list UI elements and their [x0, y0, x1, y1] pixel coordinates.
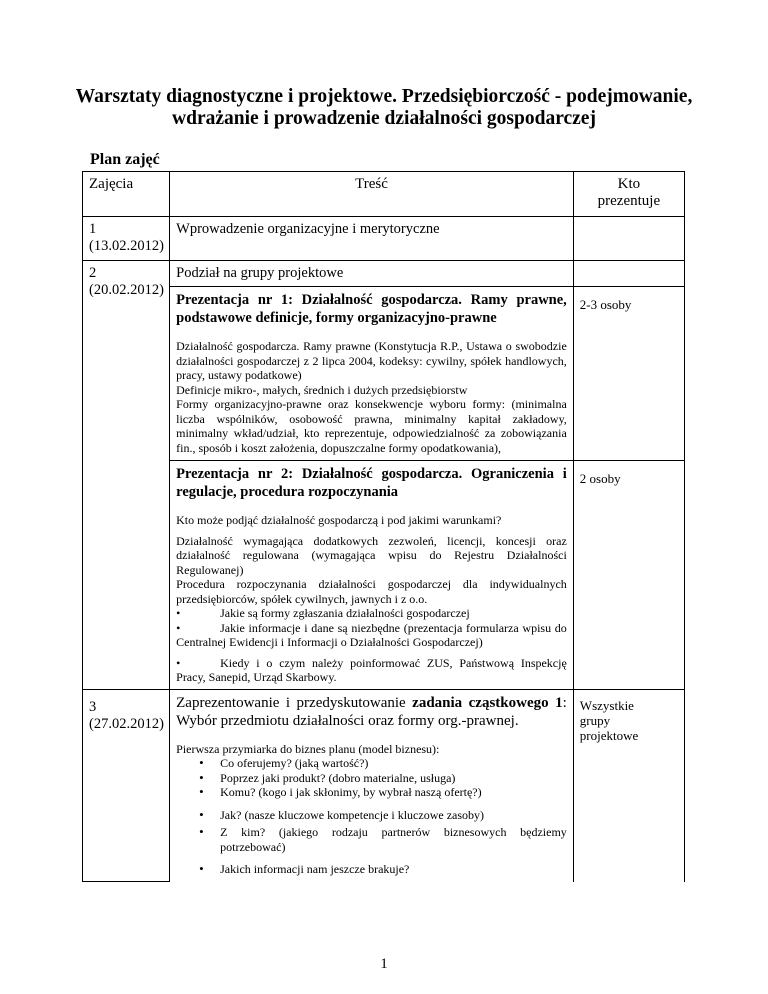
presentation-2-title: Prezentacja nr 2: Działalność gospodarcza. Ograniczenia i regulacje, procedura rozpoczynania [176, 466, 567, 500]
session-number: 2 [89, 265, 97, 281]
document-title: Warsztaty diagnostyczne i projektowe. Przedsiębiorczość - podejmowanie, wdrażanie i prowadzenie działalności gospodarczej [75, 86, 693, 129]
presentation-2-text: Kto może podjąć działalność gospodarczą i pod jakimi warunkami? [176, 513, 502, 527]
schedule-table [82, 171, 685, 882]
list-item: • Jakie informacje i dane są niezbędne (prezentacja formularza wpisu do Centralnej Ewidencji i Informacji o Działalności Gospodarczej) [176, 620, 567, 649]
session-date: (13.02.2012) [89, 238, 164, 254]
list-item: • Jakie są formy zgłaszania działalności gospodarczej [176, 606, 470, 620]
table-row [83, 461, 685, 690]
presentation-1-text: Formy organizacyjno-prawne oraz konsekwencje wyboru formy: (minimalna liczba wspólników, osobowość prawna, minimalny kapitał zakładowy, minimalny wkład/udział, kto reprezentuje, odpowiedzialność za zobowiązania fin., sposób i koszt założenia, dopuszczalne formy opodatkowania), [176, 397, 567, 455]
business-model-lead: Pierwsza przymiarka do biznes planu (model biznesu): [176, 741, 440, 756]
session-date: (20.02.2012) [89, 282, 164, 298]
list-item: • Jakich informacji nam jeszcze brakuje? [176, 862, 567, 877]
table-header-row [83, 172, 685, 217]
table-row [83, 689, 685, 882]
list-item: • Jak? (nasze kluczowe kompetencje i kluczowe zasoby) [176, 808, 567, 823]
presentation-1-text: Definicje mikro-, małych, średnich i dużych przedsiębiorstw [176, 382, 468, 397]
presenter-count: 2-3 osoby [579, 297, 632, 312]
presentation-2-text: Działalność wymagająca dodatkowych zezwoleń, licencji, koncesji oraz działalność regulowana (wymagająca wpisu do Rejestru Działalności Regulowanej) [176, 533, 567, 577]
list-item: • Kiedy i o czym należy poinformować ZUS, Państwową Inspekcję Pracy, Sanepid, Urząd Skarbowy. [176, 655, 567, 684]
presentation-1-text: Działalność gospodarcza. Ramy prawne (Konstytucja R.P., Ustawa o swobodzie działalności gospodarczej z 2 lipca 2004, kodeksy: cywilny, spółek handlowych, pracy, ustawy podatkowe) [176, 339, 567, 382]
session-number: 3 [89, 698, 97, 715]
table-row [83, 287, 685, 461]
business-model-questions [176, 756, 567, 877]
list-item: • Z kim? (jakiego rodzaju partnerów biznesowych będziemy potrzebować) [176, 825, 567, 854]
session-number: 1 [89, 221, 97, 237]
plan-heading: Plan zajęć [90, 151, 160, 168]
list-item: • Komu? (kogo i jak skłonimy, by wybrał naszą ofertę?) [176, 785, 567, 800]
presentation-2-text: Procedura rozpoczynania działalności gospodarczej dla indywidualnych przedsiębiorców, spółek cywilnych, jawnych i z o.o. [176, 577, 567, 606]
session-content: Podział na grupy projektowe [176, 265, 344, 281]
presentation-1-title: Prezentacja nr 1: Działalność gospodarcza. Ramy prawne, podstawowe definicje, formy organizacyjno-prawne [176, 292, 567, 326]
header-cell-kto: Kto prezentuje [573, 172, 684, 217]
table-row [83, 261, 685, 287]
list-item: • Poprzez jaki produkt? (dobro materialne, usługa) [176, 771, 567, 786]
session-content: Wprowadzenie organizacyjne i merytoryczne [176, 221, 440, 237]
presenter-count: Wszystkie grupy projektowe [579, 697, 639, 743]
page-number: 1 [380, 956, 388, 972]
task-description: Zaprezentowanie i przedyskutowanie zadania cząstkowego 1: Wybór przedmiotu działalności oraz formy org.-prawnej. [176, 694, 567, 729]
table-row [83, 217, 685, 261]
session-date: (27.02.2012) [89, 715, 164, 732]
list-item: • Co oferujemy? (jaką wartość?) [176, 756, 567, 771]
header-cell-zajecia: Zajęcia [83, 172, 170, 217]
header-cell-tresc: Treść [170, 172, 574, 217]
presenter-count: 2 osoby [579, 471, 621, 486]
